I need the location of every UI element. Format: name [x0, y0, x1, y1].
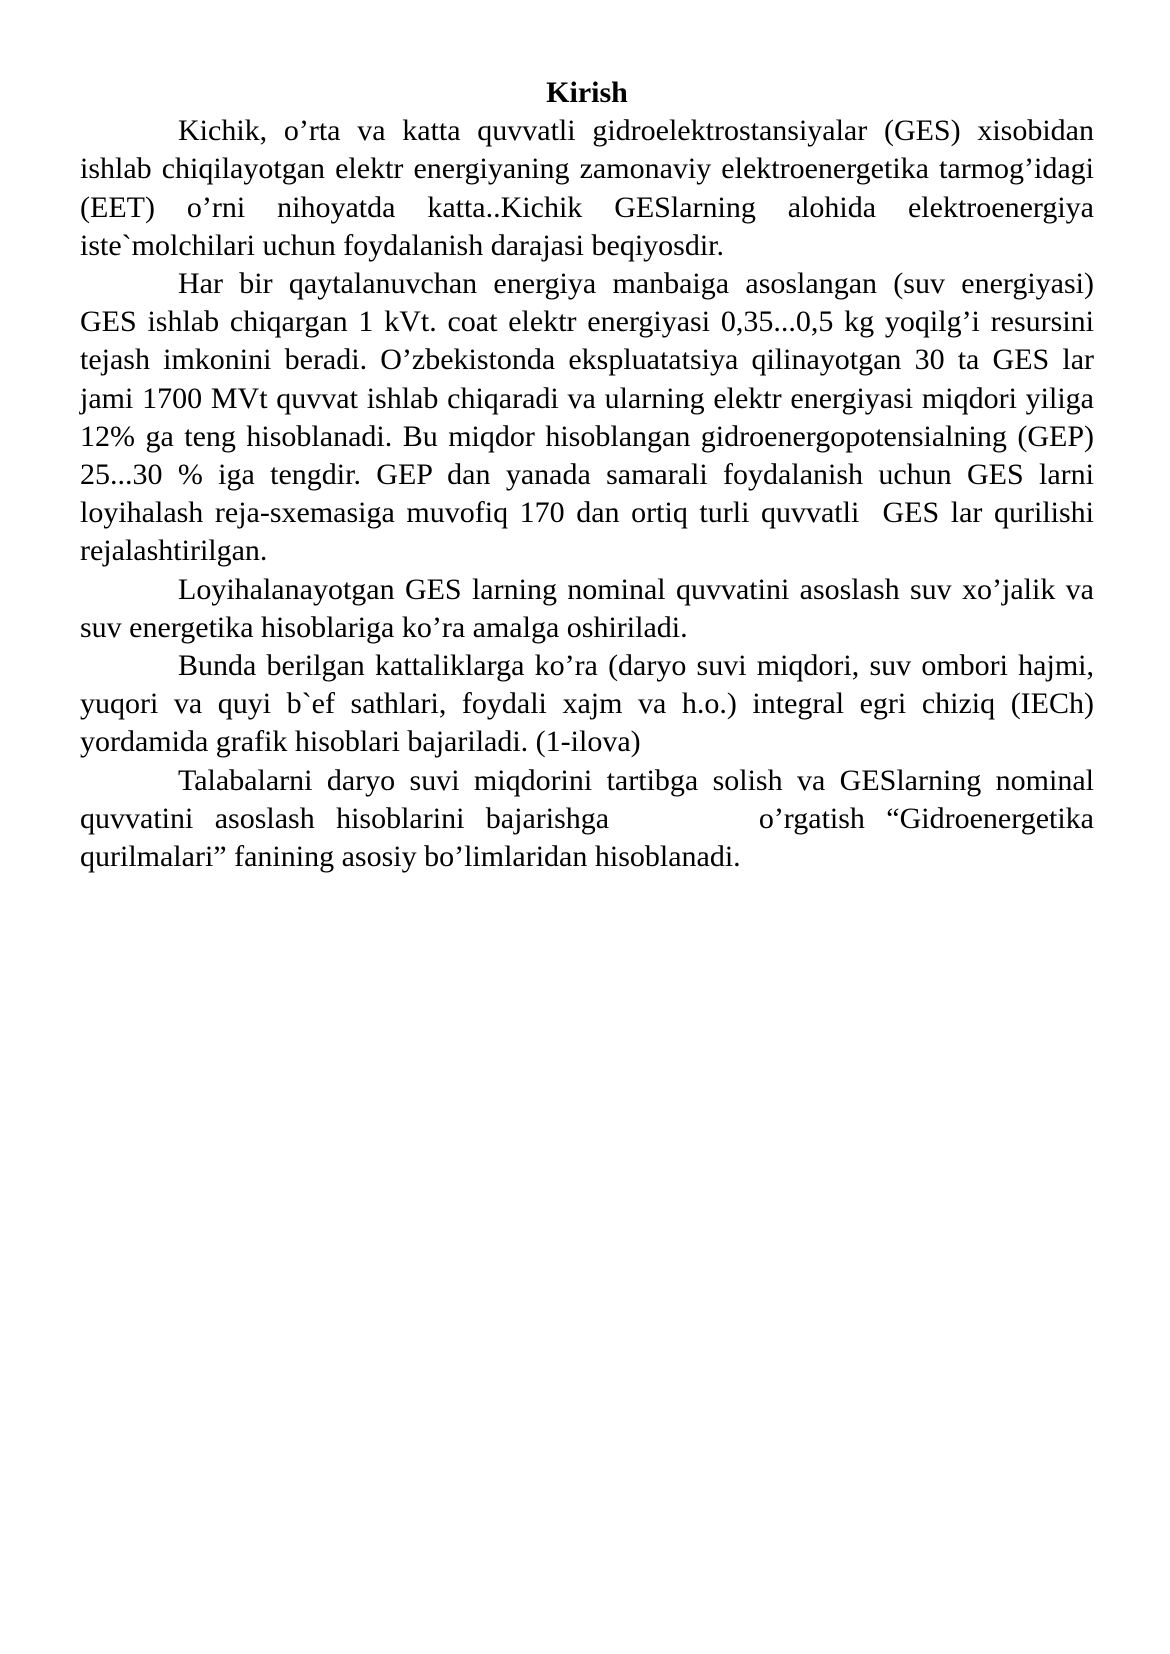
document-title: Kirish — [546, 76, 628, 109]
paragraph-3: Loyihalanayotgan GES larning nominal quvvatini asoslash suv xo’jalik va suv energetika hisoblariga ko’ra amalga oshiriladi. — [80, 572, 1094, 644]
paragraph-5: Talabalarni daryo suvi miqdorini tartibga solish va GESlarning nominal quvvatini asoslash hisoblarini bajarishga o’rgatish “Gidroenergetika qurilmalari” fanining asosiy bo’limlaridan hisoblanadi. — [80, 763, 1102, 874]
document-page — [80, 74, 1124, 876]
paragraph-4: Bunda berilgan kattaliklarga ko’ra (daryo suvi miqdori, suv ombori hajmi, yuqori va quyi b`ef sathlari, foydali xajm va h.o.) integral egri chiziq (IECh) yordamida grafik hisoblari bajariladi. (1-ilova) — [80, 649, 1094, 759]
paragraph-1: Kichik, o’rta va katta quvvatli gidroelektrostansiyalar (GES) xisobidan ishlab chiqilayotgan elektr energiyaning zamonaviy elektroenergetika tarmog’idagi (EET) o’rni nihoyatda katta..Kichik GESlarning alohida elektroenergiya iste`molchilari uchun foydalanish darajasi beqiyosdir. — [80, 114, 1094, 262]
paragraph-2: Har bir qaytalanuvchan energiya manbaiga asoslangan (suv energiyasi) GES ishlab chiqargan 1 kVt. coat elektr energiyasi 0,35...0,5 kg yoqilg’i resursini tejash imkonini beradi. O’zbekistonda ekspluatatsiya qilinayotgan 30 ta GES lar jami 1700 MVt quvvat ishlab chiqaradi va ularning elektr energiyasi miqdori yiliga 12% ga teng hisoblanadi. Bu miqdor hisoblangan gidroenergopotensialning (GEP) 25...30 % iga tengdir. GEP dan yanada samarali foydalanish uchun GES larni loyihalash reja-sxemasiga muvofiq 170 dan ortiq turli quvvatli GES lar qurilishi rejalashtirilgan. — [80, 267, 1124, 568]
